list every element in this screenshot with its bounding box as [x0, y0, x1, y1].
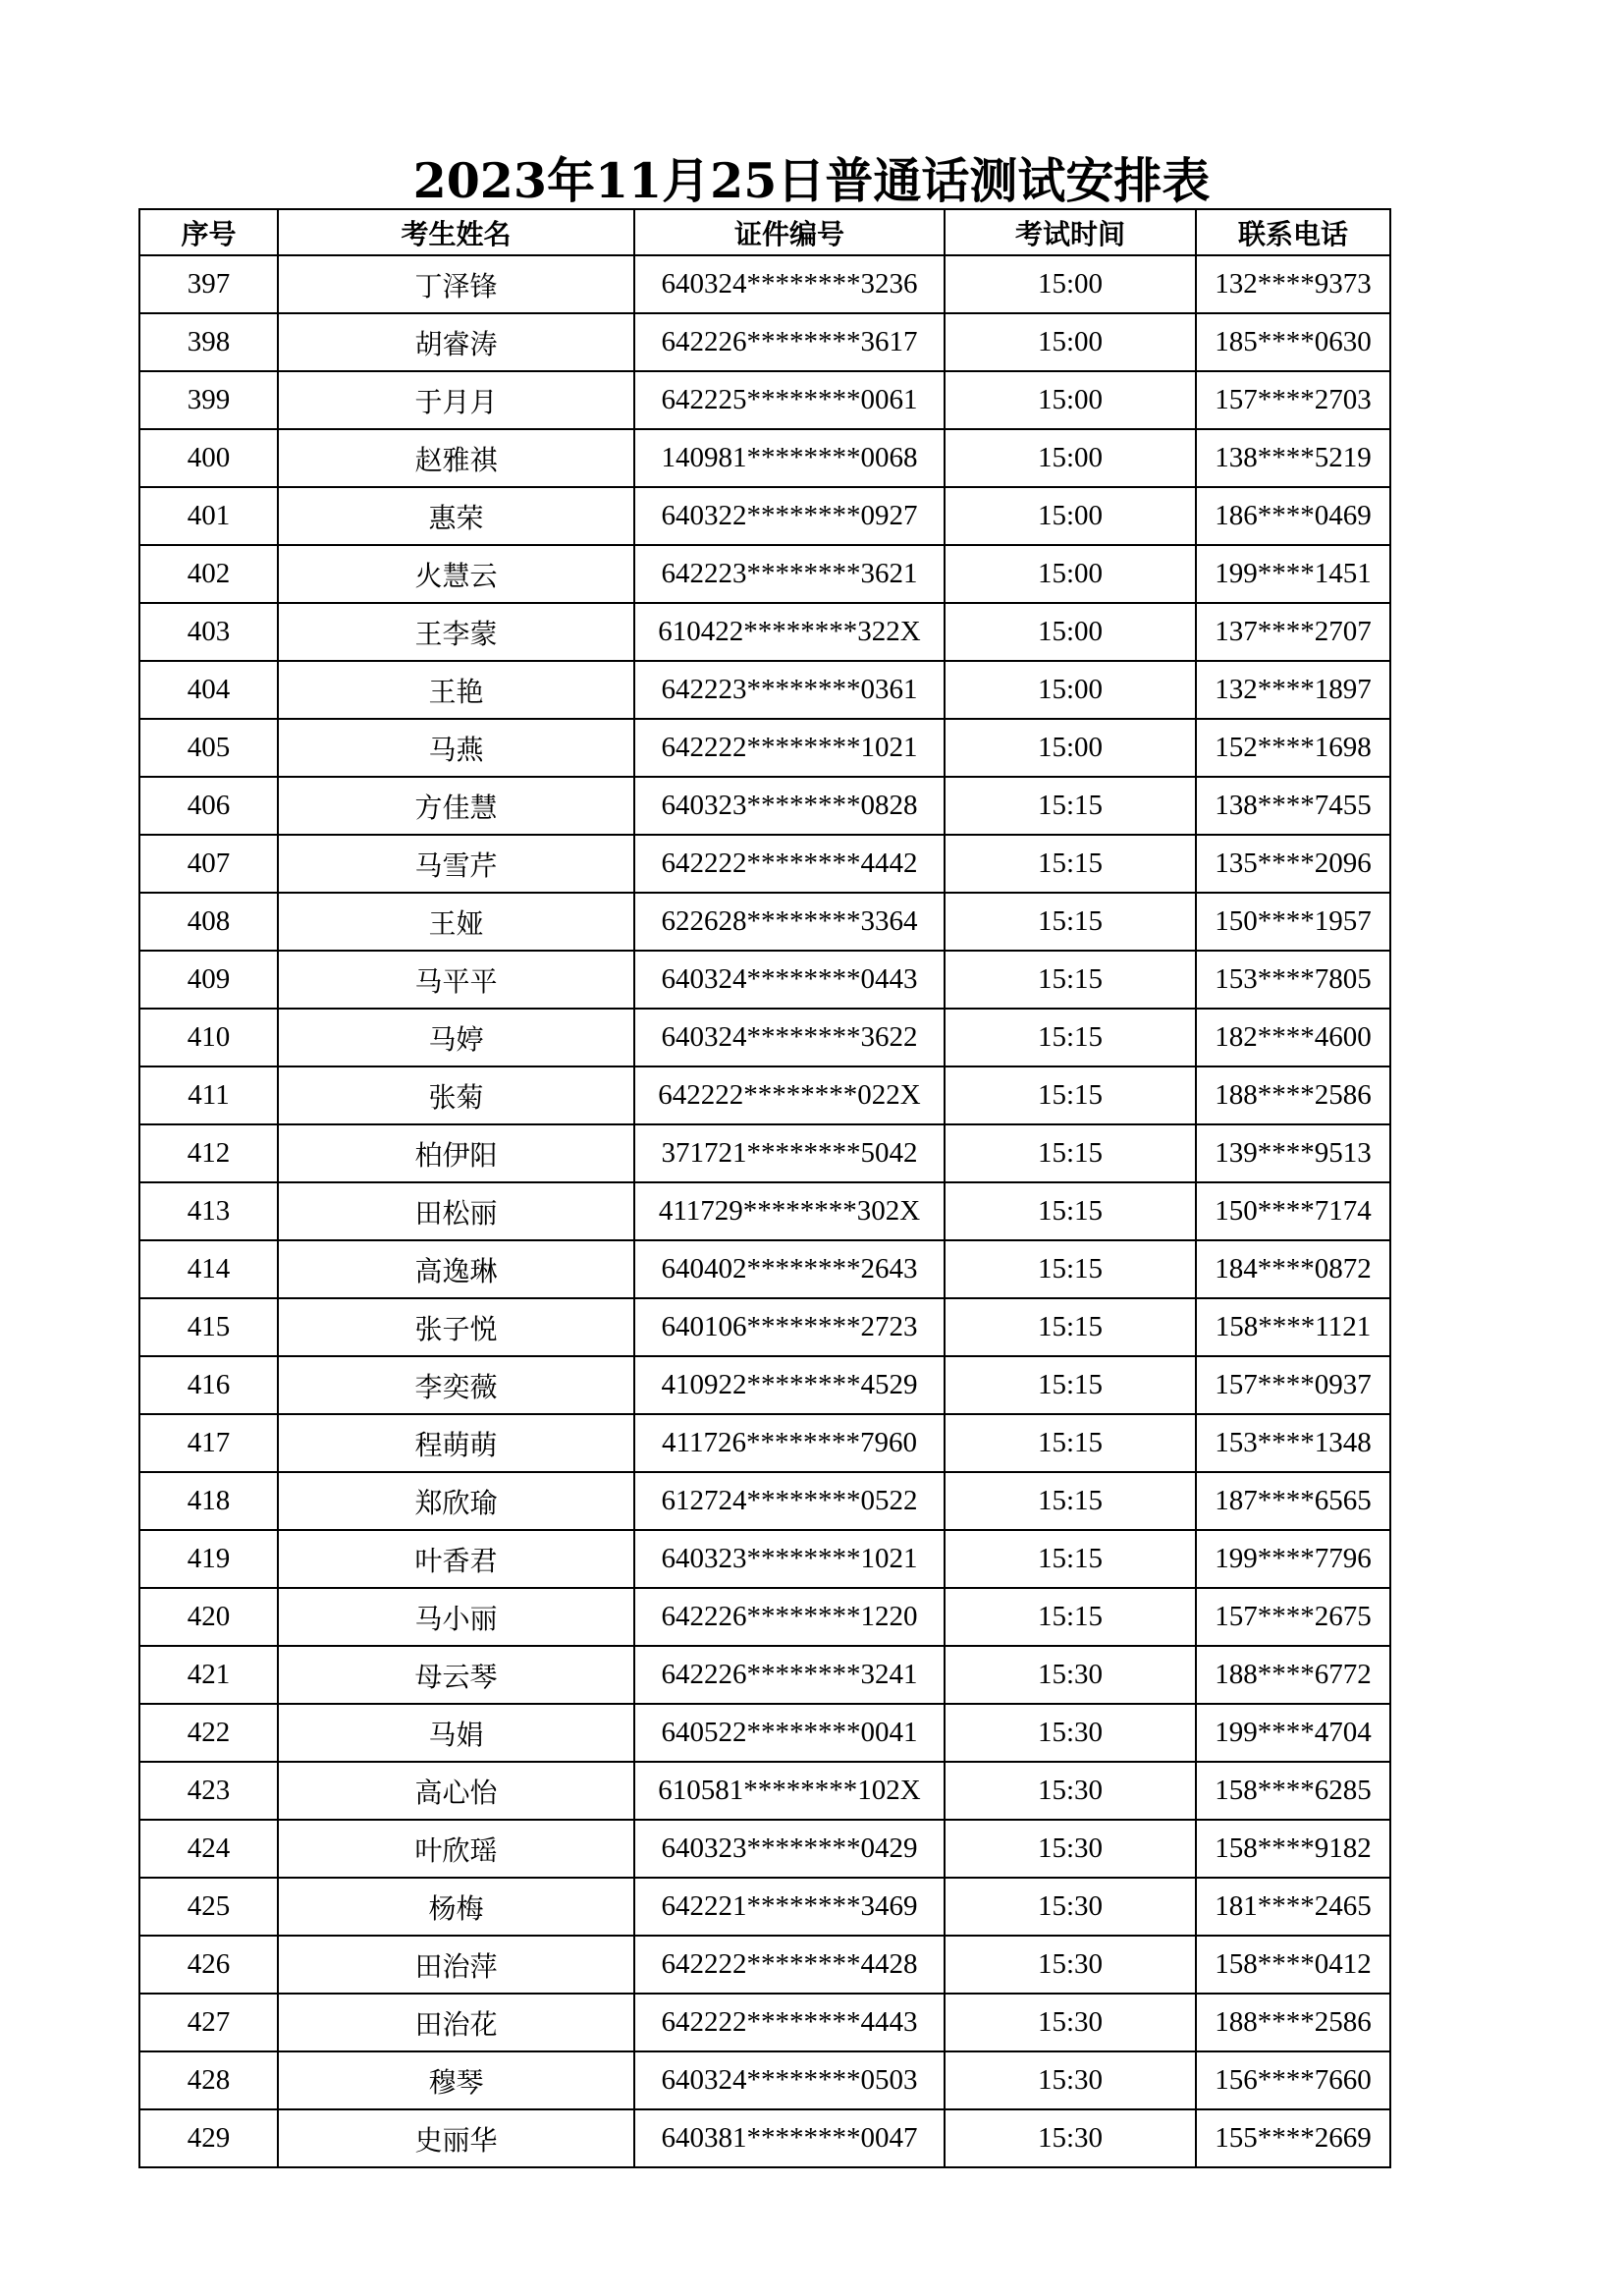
cell-exam-time: 15:15 [945, 1588, 1196, 1646]
cell-phone: 132****1897 [1196, 661, 1390, 719]
cell-name: 母云琴 [278, 1646, 634, 1704]
table-row [139, 1704, 1390, 1762]
table-row [139, 1240, 1390, 1298]
cell-id-number: 642223********3621 [634, 545, 945, 603]
cell-seq: 416 [139, 1356, 278, 1414]
cell-id-number: 411729********302X [634, 1182, 945, 1240]
cell-exam-time: 15:15 [945, 1530, 1196, 1588]
table-row [139, 719, 1390, 777]
cell-seq: 407 [139, 835, 278, 893]
cell-seq: 427 [139, 1994, 278, 2051]
cell-exam-time: 15:15 [945, 1182, 1196, 1240]
cell-id-number: 610581********102X [634, 1762, 945, 1820]
table-row [139, 545, 1390, 603]
cell-phone: 137****2707 [1196, 603, 1390, 661]
table-body [139, 255, 1390, 2167]
table-row [139, 2051, 1390, 2109]
column-header-id: 证件编号 [634, 209, 945, 255]
cell-phone: 135****2096 [1196, 835, 1390, 893]
cell-exam-time: 15:15 [945, 1472, 1196, 1530]
cell-name: 马婷 [278, 1009, 634, 1066]
cell-id-number: 642222********4442 [634, 835, 945, 893]
table-row [139, 603, 1390, 661]
cell-id-number: 642226********3241 [634, 1646, 945, 1704]
table-row [139, 429, 1390, 487]
cell-phone: 152****1698 [1196, 719, 1390, 777]
cell-name: 胡睿涛 [278, 313, 634, 371]
cell-name: 田治萍 [278, 1936, 634, 1994]
cell-seq: 410 [139, 1009, 278, 1066]
cell-exam-time: 15:30 [945, 1820, 1196, 1878]
table-row [139, 1009, 1390, 1066]
cell-exam-time: 15:00 [945, 371, 1196, 429]
cell-id-number: 140981********0068 [634, 429, 945, 487]
cell-seq: 423 [139, 1762, 278, 1820]
cell-name: 李奕薇 [278, 1356, 634, 1414]
cell-exam-time: 15:15 [945, 1009, 1196, 1066]
cell-exam-time: 15:00 [945, 313, 1196, 371]
cell-phone: 182****4600 [1196, 1009, 1390, 1066]
cell-name: 田治花 [278, 1994, 634, 2051]
cell-exam-time: 15:30 [945, 1762, 1196, 1820]
table-row [139, 1182, 1390, 1240]
cell-seq: 413 [139, 1182, 278, 1240]
cell-name: 马雪芹 [278, 835, 634, 893]
table-row [139, 1298, 1390, 1356]
cell-seq: 399 [139, 371, 278, 429]
cell-phone: 185****0630 [1196, 313, 1390, 371]
cell-name: 史丽华 [278, 2109, 634, 2167]
cell-phone: 188****6772 [1196, 1646, 1390, 1704]
cell-name: 于月月 [278, 371, 634, 429]
cell-name: 叶香君 [278, 1530, 634, 1588]
cell-seq: 424 [139, 1820, 278, 1878]
cell-phone: 157****0937 [1196, 1356, 1390, 1414]
cell-phone: 153****7805 [1196, 951, 1390, 1009]
cell-id-number: 642226********3617 [634, 313, 945, 371]
cell-phone: 153****1348 [1196, 1414, 1390, 1472]
cell-name: 王李蒙 [278, 603, 634, 661]
cell-id-number: 640323********1021 [634, 1530, 945, 1588]
cell-phone: 199****7796 [1196, 1530, 1390, 1588]
table-row [139, 1646, 1390, 1704]
table-row [139, 487, 1390, 545]
cell-exam-time: 15:30 [945, 2051, 1196, 2109]
cell-seq: 404 [139, 661, 278, 719]
cell-name: 高心怡 [278, 1762, 634, 1820]
cell-name: 柏伊阳 [278, 1124, 634, 1182]
cell-exam-time: 15:30 [945, 1704, 1196, 1762]
cell-seq: 412 [139, 1124, 278, 1182]
cell-exam-time: 15:15 [945, 1298, 1196, 1356]
cell-seq: 420 [139, 1588, 278, 1646]
cell-id-number: 642225********0061 [634, 371, 945, 429]
cell-exam-time: 15:00 [945, 487, 1196, 545]
cell-seq: 411 [139, 1066, 278, 1124]
table-row [139, 371, 1390, 429]
cell-name: 赵雅祺 [278, 429, 634, 487]
cell-id-number: 640323********0828 [634, 777, 945, 835]
cell-phone: 199****4704 [1196, 1704, 1390, 1762]
cell-id-number: 410922********4529 [634, 1356, 945, 1414]
cell-phone: 187****6565 [1196, 1472, 1390, 1530]
cell-name: 郑欣瑜 [278, 1472, 634, 1530]
cell-phone: 150****1957 [1196, 893, 1390, 951]
table-row [139, 1066, 1390, 1124]
cell-name: 方佳慧 [278, 777, 634, 835]
cell-phone: 158****9182 [1196, 1820, 1390, 1878]
table-row [139, 2109, 1390, 2167]
column-header-name: 考生姓名 [278, 209, 634, 255]
cell-id-number: 640323********0429 [634, 1820, 945, 1878]
cell-id-number: 642222********4428 [634, 1936, 945, 1994]
cell-exam-time: 15:15 [945, 1124, 1196, 1182]
cell-phone: 138****5219 [1196, 429, 1390, 487]
cell-name: 马平平 [278, 951, 634, 1009]
table-header [139, 209, 1390, 255]
cell-id-number: 642226********1220 [634, 1588, 945, 1646]
cell-id-number: 612724********0522 [634, 1472, 945, 1530]
cell-name: 杨梅 [278, 1878, 634, 1936]
cell-exam-time: 15:15 [945, 951, 1196, 1009]
cell-phone: 139****9513 [1196, 1124, 1390, 1182]
cell-exam-time: 15:30 [945, 1936, 1196, 1994]
cell-seq: 402 [139, 545, 278, 603]
cell-exam-time: 15:15 [945, 1240, 1196, 1298]
cell-phone: 199****1451 [1196, 545, 1390, 603]
cell-exam-time: 15:30 [945, 1646, 1196, 1704]
cell-name: 丁泽锋 [278, 255, 634, 313]
cell-seq: 401 [139, 487, 278, 545]
cell-seq: 417 [139, 1414, 278, 1472]
table-row [139, 1472, 1390, 1530]
cell-exam-time: 15:00 [945, 429, 1196, 487]
cell-id-number: 640324********3236 [634, 255, 945, 313]
column-header-time: 考试时间 [945, 209, 1196, 255]
cell-seq: 397 [139, 255, 278, 313]
table-row [139, 1414, 1390, 1472]
cell-name: 火慧云 [278, 545, 634, 603]
cell-exam-time: 15:15 [945, 893, 1196, 951]
cell-id-number: 640106********2723 [634, 1298, 945, 1356]
cell-exam-time: 15:15 [945, 777, 1196, 835]
cell-id-number: 640381********0047 [634, 2109, 945, 2167]
cell-exam-time: 15:15 [945, 1414, 1196, 1472]
cell-seq: 403 [139, 603, 278, 661]
cell-phone: 186****0469 [1196, 487, 1390, 545]
cell-exam-time: 15:00 [945, 603, 1196, 661]
table-row [139, 1356, 1390, 1414]
cell-phone: 157****2675 [1196, 1588, 1390, 1646]
cell-seq: 398 [139, 313, 278, 371]
cell-id-number: 640402********2643 [634, 1240, 945, 1298]
cell-id-number: 610422********322X [634, 603, 945, 661]
cell-exam-time: 15:00 [945, 719, 1196, 777]
cell-exam-time: 15:00 [945, 255, 1196, 313]
cell-id-number: 411726********7960 [634, 1414, 945, 1472]
cell-phone: 156****7660 [1196, 2051, 1390, 2109]
cell-phone: 132****9373 [1196, 255, 1390, 313]
cell-exam-time: 15:15 [945, 835, 1196, 893]
cell-exam-time: 15:15 [945, 1356, 1196, 1414]
cell-name: 马燕 [278, 719, 634, 777]
cell-name: 王娅 [278, 893, 634, 951]
cell-seq: 422 [139, 1704, 278, 1762]
cell-exam-time: 15:30 [945, 2109, 1196, 2167]
cell-id-number: 642221********3469 [634, 1878, 945, 1936]
cell-seq: 425 [139, 1878, 278, 1936]
table-row [139, 951, 1390, 1009]
table-row [139, 1994, 1390, 2051]
cell-seq: 419 [139, 1530, 278, 1588]
cell-phone: 158****0412 [1196, 1936, 1390, 1994]
schedule-table [138, 208, 1391, 2168]
column-header-seq: 序号 [139, 209, 278, 255]
table-row [139, 1762, 1390, 1820]
cell-name: 叶欣瑶 [278, 1820, 634, 1878]
column-header-phone: 联系电话 [1196, 209, 1390, 255]
cell-seq: 409 [139, 951, 278, 1009]
cell-seq: 400 [139, 429, 278, 487]
table-row [139, 1124, 1390, 1182]
table-row [139, 661, 1390, 719]
cell-name: 张菊 [278, 1066, 634, 1124]
cell-id-number: 642222********022X [634, 1066, 945, 1124]
cell-phone: 188****2586 [1196, 1066, 1390, 1124]
cell-seq: 415 [139, 1298, 278, 1356]
cell-seq: 406 [139, 777, 278, 835]
cell-phone: 138****7455 [1196, 777, 1390, 835]
cell-name: 高逸琳 [278, 1240, 634, 1298]
cell-phone: 150****7174 [1196, 1182, 1390, 1240]
table-row [139, 777, 1390, 835]
cell-seq: 429 [139, 2109, 278, 2167]
cell-name: 马小丽 [278, 1588, 634, 1646]
table-row [139, 313, 1390, 371]
cell-id-number: 642222********4443 [634, 1994, 945, 2051]
cell-phone: 188****2586 [1196, 1994, 1390, 2051]
cell-exam-time: 15:30 [945, 1994, 1196, 2051]
cell-id-number: 622628********3364 [634, 893, 945, 951]
cell-id-number: 640522********0041 [634, 1704, 945, 1762]
cell-phone: 184****0872 [1196, 1240, 1390, 1298]
cell-exam-time: 15:00 [945, 545, 1196, 603]
cell-id-number: 640324********3622 [634, 1009, 945, 1066]
cell-phone: 181****2465 [1196, 1878, 1390, 1936]
table-row [139, 1530, 1390, 1588]
cell-id-number: 642222********1021 [634, 719, 945, 777]
cell-phone: 157****2703 [1196, 371, 1390, 429]
cell-phone: 155****2669 [1196, 2109, 1390, 2167]
cell-name: 程萌萌 [278, 1414, 634, 1472]
table-row [139, 893, 1390, 951]
cell-name: 马娟 [278, 1704, 634, 1762]
table-row [139, 1878, 1390, 1936]
cell-name: 惠荣 [278, 487, 634, 545]
cell-exam-time: 15:15 [945, 1066, 1196, 1124]
cell-name: 田松丽 [278, 1182, 634, 1240]
cell-exam-time: 15:30 [945, 1878, 1196, 1936]
cell-seq: 426 [139, 1936, 278, 1994]
cell-seq: 428 [139, 2051, 278, 2109]
cell-phone: 158****1121 [1196, 1298, 1390, 1356]
cell-id-number: 642223********0361 [634, 661, 945, 719]
table-row [139, 835, 1390, 893]
cell-name: 王艳 [278, 661, 634, 719]
cell-id-number: 640324********0443 [634, 951, 945, 1009]
cell-exam-time: 15:00 [945, 661, 1196, 719]
cell-id-number: 640324********0503 [634, 2051, 945, 2109]
cell-id-number: 640322********0927 [634, 487, 945, 545]
cell-name: 穆琴 [278, 2051, 634, 2109]
page-title: 2023年11月25日普通话测试安排表 [412, 152, 1211, 209]
table-row [139, 255, 1390, 313]
cell-seq: 414 [139, 1240, 278, 1298]
cell-seq: 405 [139, 719, 278, 777]
table-row [139, 1820, 1390, 1878]
cell-phone: 158****6285 [1196, 1762, 1390, 1820]
table-row [139, 1936, 1390, 1994]
header-row [139, 209, 1390, 255]
cell-name: 张子悦 [278, 1298, 634, 1356]
cell-seq: 421 [139, 1646, 278, 1704]
cell-seq: 408 [139, 893, 278, 951]
cell-id-number: 371721********5042 [634, 1124, 945, 1182]
cell-seq: 418 [139, 1472, 278, 1530]
table-row [139, 1588, 1390, 1646]
